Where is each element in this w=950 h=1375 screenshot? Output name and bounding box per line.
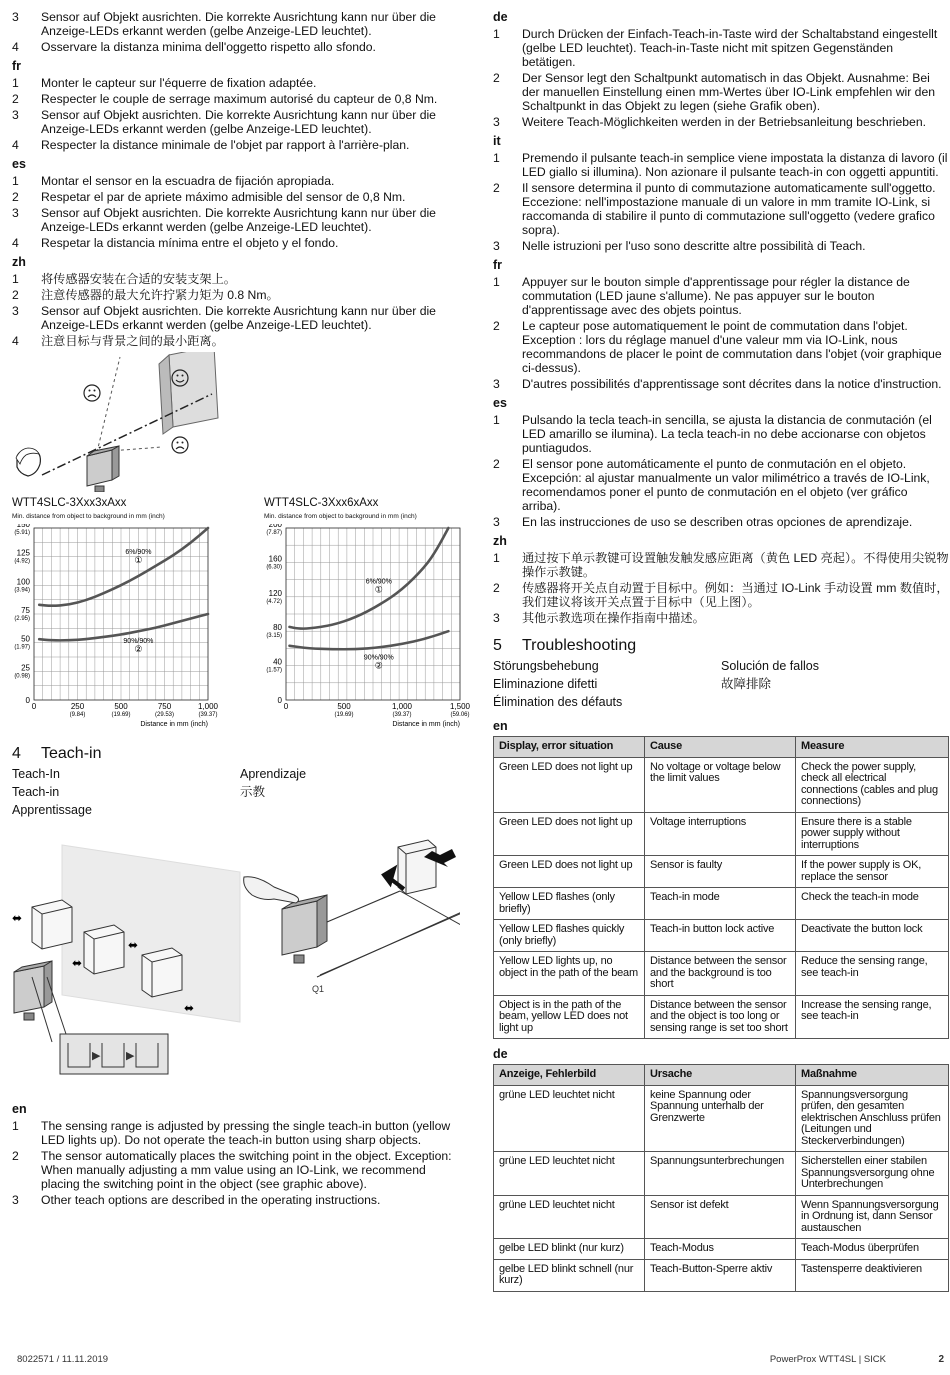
teach-translations: Teach-In Aprendizaje Teach-in 示教 Apprentissage <box>12 767 307 817</box>
table-cell: Spannungsunterbrechungen <box>645 1152 796 1196</box>
item-number: 2 <box>493 319 500 333</box>
svg-text:⬌: ⬌ <box>128 938 139 952</box>
list-item <box>12 206 460 234</box>
table-row <box>494 888 949 920</box>
list-item <box>493 581 949 609</box>
list-item <box>12 272 460 286</box>
table-cell: Teach-Modus überprüfen <box>796 1239 949 1260</box>
item-text: Pulsando la tecla teach-in sencilla, se ajusta la distancia de conmutación (el LED amarillo se ilumina). La tecla teach-in no debe accionarse con objetos puntiagudos. <box>522 413 932 455</box>
item-text: 注意目标与背景之间的最小距离。 <box>41 334 224 348</box>
led-sequence-box <box>60 1034 168 1074</box>
alignment-illustration <box>12 352 460 492</box>
table-cell: Voltage interruptions <box>645 812 796 856</box>
y-tick-label: 80 <box>273 623 282 633</box>
list-item <box>12 40 460 54</box>
table-header-row <box>494 1065 949 1086</box>
y-tick-label: 25 <box>21 663 30 673</box>
language-heading: es <box>493 396 507 410</box>
x-tick-sublabel: (9.84) <box>69 712 86 718</box>
left-column <box>12 10 471 1209</box>
item-number: 3 <box>12 10 19 24</box>
y-tick-sublabel: (1.97) <box>14 644 30 651</box>
fr-mounting-section <box>12 59 460 152</box>
item-text: Respetar la distancia mínima entre el objeto y el fondo. <box>41 236 339 250</box>
item-number: 1 <box>493 413 500 427</box>
table-row <box>494 1259 949 1291</box>
item-text: Monter le capteur sur l'équerre de fixation adaptée. <box>41 76 317 90</box>
troubleshooting-translations: Störungsbehebung Solución de fallos Eliminazione difetti 故障排除 Élimination des défauts <box>493 659 819 709</box>
item-number: 3 <box>12 108 19 122</box>
table-cell: Spannungsversorgung prüfen, den gesamten elektrischen Anschluss prüfen (Leitungen und Steckerverbindungen) <box>796 1085 949 1152</box>
y-tick-label: 0 <box>25 696 30 705</box>
list-item <box>12 236 460 250</box>
sad-face-icon <box>84 385 100 401</box>
table-cell: Wenn Spannungsversorgung in Ordnung ist, dann Sensor austauschen <box>796 1195 949 1239</box>
x-tick-label: 0 <box>283 702 289 711</box>
table-cell: gelbe LED blinkt (nur kurz) <box>494 1239 645 1260</box>
list-item <box>12 138 460 152</box>
table-cell: keine Spannung oder Spannung unterhalb der Grenzwerte <box>645 1085 796 1152</box>
table-row <box>494 995 949 1039</box>
table-cell: Distance between the sensor and the object is too long or sensing range is set too short <box>645 995 796 1039</box>
list-item <box>493 457 949 513</box>
teach-in-illustration <box>12 827 460 1097</box>
y-tick-sublabel: (2.95) <box>14 616 30 622</box>
item-number: 4 <box>12 236 19 250</box>
table-cell: Distance between the sensor and the background is too short <box>645 952 796 996</box>
item-text: Montar el sensor en la escuadra de fijación apropiada. <box>41 174 335 188</box>
list-item <box>12 1193 460 1207</box>
de-teach-section <box>493 10 949 129</box>
y-tick-label: 160 <box>268 554 282 564</box>
column-header: Display, error situation <box>494 737 645 758</box>
list-item <box>493 151 949 179</box>
list-item <box>12 76 460 90</box>
svg-text:▶: ▶ <box>126 1050 135 1062</box>
list-item <box>12 108 460 136</box>
item-number: 2 <box>493 581 500 595</box>
series-line-1 <box>39 528 208 606</box>
x-tick-label: 1,500 <box>449 702 471 711</box>
item-number: 2 <box>12 1149 19 1163</box>
section-5-title: 5 Troubleshooting <box>493 637 637 654</box>
item-text: Respecter le couple de serrage maximum autorisé du capteur de 0,8 Nm. <box>41 92 438 106</box>
item-text: Respetar el par de apriete máximo admisible del sensor de 0,8 Nm. <box>41 190 406 204</box>
item-text: Other teach options are described in the operating instructions. <box>41 1193 381 1207</box>
background-panel <box>169 352 218 427</box>
table-row <box>494 920 949 952</box>
x-tick-sublabel: (39.37) <box>392 712 412 718</box>
item-number: 3 <box>493 611 500 625</box>
table-cell: Sicherstellen einer stabilen Spannungsversorgung ohne Unterbrechungen <box>796 1152 949 1196</box>
y-tick-label: 100 <box>16 577 30 587</box>
table-cell: Teach-Modus <box>645 1239 796 1260</box>
troubleshooting-table-de <box>493 1064 949 1292</box>
x-tick-sublabel: (19.69) <box>111 712 131 718</box>
list-item <box>12 10 460 38</box>
table-row <box>494 1195 949 1239</box>
list-item <box>493 377 949 391</box>
item-number: 1 <box>12 76 19 90</box>
table-cell: Tastensperre deaktivieren <box>796 1259 949 1291</box>
item-text: Appuyer sur le bouton simple d'apprentissage pour régler la distance de commutation (LED jaune s'allume). Ne pas appuyer sur le bouton d'apprentissage avec des objets pointus. <box>522 275 910 317</box>
item-text: Durch Drücken der Einfach-Teach-in-Taste wird der Schaltabstand eingestellt (gelbe LED leuchtet). Teach-in-Taste nicht mit spitzen Gegenständen betätigen. <box>522 27 938 69</box>
item-text: Sensor auf Objekt ausrichten. Die korrekte Ausrichtung kann nur über die Anzeige-LEDs erkannt werden (gelbe Anzeige-LED leuchtet). <box>41 10 436 38</box>
list-item <box>493 275 949 317</box>
item-number: 3 <box>12 304 19 318</box>
de-continued-list <box>12 10 460 54</box>
y-tick-sublabel: (6.30) <box>266 564 282 571</box>
series-line-2 <box>289 631 448 649</box>
sad-face-icon <box>172 437 188 453</box>
item-number: 1 <box>493 27 500 41</box>
table-cell: Check the teach-in mode <box>796 888 949 920</box>
table-cell: Sensor ist defekt <box>645 1195 796 1239</box>
list-item <box>12 1149 460 1191</box>
item-number: 4 <box>12 138 19 152</box>
chart1-ylabel: Min. distance from object to background in mm (inch) <box>12 513 165 520</box>
x-tick-sublabel: (39.37) <box>198 712 218 718</box>
y-tick-label: 120 <box>268 588 282 598</box>
item-number: 1 <box>12 272 19 286</box>
language-heading: zh <box>493 534 507 548</box>
y-tick-sublabel: (3.15) <box>266 633 282 640</box>
table-cell: Teach-in button lock active <box>645 920 796 952</box>
item-number: 2 <box>12 288 19 302</box>
svg-text:⬌: ⬌ <box>72 956 83 970</box>
item-text: The sensing range is adjusted by pressing the single teach-in button (yellow LED lights up). Do not operate the teach-in button using sharp objects. <box>41 1119 451 1147</box>
column-header: Maßnahme <box>796 1065 949 1086</box>
list-item <box>493 515 949 529</box>
column-header: Anzeige, Fehlerbild <box>494 1065 645 1086</box>
list-item <box>493 319 949 375</box>
y-tick-sublabel: (4.92) <box>14 558 30 565</box>
language-heading: fr <box>12 59 22 73</box>
table-cell: Yellow LED flashes quickly (only briefly) <box>494 920 645 952</box>
series-marker: ① <box>374 584 383 595</box>
item-text: En las instrucciones de uso se describen otras opciones de aprendizaje. <box>522 515 913 529</box>
list-item <box>493 239 949 253</box>
item-number: 3 <box>493 377 500 391</box>
list-item <box>493 551 949 579</box>
item-number: 4 <box>12 40 19 54</box>
x-tick-sublabel: (59.06) <box>450 712 470 718</box>
table-header-row <box>494 737 949 758</box>
table-row <box>494 812 949 856</box>
table-cell: grüne LED leuchtet nicht <box>494 1195 645 1239</box>
list-item <box>12 288 460 302</box>
table-cell: gelbe LED blinkt schnell (nur kurz) <box>494 1259 645 1291</box>
x-tick-sublabel: (19.69) <box>334 712 354 718</box>
sensor-small <box>14 966 44 1013</box>
table-cell: Green LED does not light up <box>494 757 645 812</box>
table-cell: Increase the sensing range, see teach-in <box>796 995 949 1039</box>
table-row <box>494 952 949 996</box>
chart2-title: WTT4SLC-3Xxx6xAxx <box>264 497 379 509</box>
svg-text:⬌: ⬌ <box>184 1001 195 1015</box>
item-text: Osservare la distanza minima dell'oggetto rispetto allo sfondo. <box>41 40 376 54</box>
column-header: Ursache <box>645 1065 796 1086</box>
y-tick-label: 40 <box>273 657 282 667</box>
footer-doc-id: 8022571 / 11.11.2019 <box>17 1354 109 1365</box>
item-number: 4 <box>12 334 19 348</box>
item-text: El sensor pone automáticamente el punto de conmutación en el objeto. Excepción: al ajustar manualmente un valor milimétrico a través de IO-Link, recomendamos poner el punto de conmutación en el objeto (ver gráfico arriba). <box>522 457 930 513</box>
list-item <box>12 92 460 106</box>
right-column <box>493 10 949 1292</box>
item-text: Sensor auf Objekt ausrichten. Die korrekte Ausrichtung kann nur über die Anzeige-LEDs erkannt werden (gelbe Anzeige-LED leuchtet). <box>41 304 436 332</box>
table-cell: Check the power supply, check all electrical connections (cables and plug connections) <box>796 757 949 812</box>
chart1-title: WTT4SLC-3Xxx3xAxx <box>12 497 127 509</box>
zh-mounting-section <box>12 255 460 348</box>
item-text: Sensor auf Objekt ausrichten. Die korrekte Ausrichtung kann nur über die Anzeige-LEDs erkannt werden (gelbe Anzeige-LED leuchtet). <box>41 108 436 136</box>
series-label: 90%/90% <box>123 638 154 646</box>
table-cell: Sensor is faulty <box>645 856 796 888</box>
language-heading: zh <box>12 255 26 269</box>
item-text: Il sensore determina il punto di commutazione automaticamente sull'oggetto. Eccezione: nell'impostazione manuale di un valore in mm tramite IO-Link, si raccomanda di stabilire il punto di commutazione sull'oggetto (vedere grafico sopra). <box>522 181 936 237</box>
list-item <box>493 71 949 113</box>
item-text: Respecter la distance minimale de l'objet par rapport à l'arrière-plan. <box>41 138 410 152</box>
series-marker: ① <box>134 555 143 566</box>
table-cell: Green LED does not light up <box>494 812 645 856</box>
x-tick-label: 0 <box>31 702 37 711</box>
finger-hand-icon <box>244 877 299 903</box>
list-item <box>12 334 460 348</box>
table-cell: Deactivate the button lock <box>796 920 949 952</box>
item-text: The sensor automatically places the switching point in the object. Exception: When manually adjusting a mm value using an IO-Link, we recommend placing the switching point in the object (see graphic above). <box>41 1149 452 1191</box>
item-text: 将传感器安装在合适的安装支架上。 <box>41 272 236 286</box>
x-tick-label: 1,000 <box>391 702 413 711</box>
item-text: Weitere Teach-Möglichkeiten werden in der Betriebsanleitung beschrieben. <box>522 115 927 129</box>
item-number: 1 <box>12 1119 19 1133</box>
chart2-plot <box>264 524 474 734</box>
table-row <box>494 1152 949 1196</box>
language-heading: en <box>12 1102 27 1116</box>
language-heading: fr <box>493 258 503 272</box>
svg-text:⬌: ⬌ <box>12 911 23 925</box>
item-text: Sensor auf Objekt ausrichten. Die korrekte Ausrichtung kann nur über die Anzeige-LEDs erkannt werden (gelbe Anzeige-LED leuchtet). <box>41 206 436 234</box>
chart-grid <box>34 528 208 700</box>
series-label: 6%/90% <box>125 549 152 557</box>
footer-product: PowerProx WTT4SL | SICK <box>769 1354 886 1365</box>
y-tick-label: 200 <box>268 524 282 529</box>
table-cell: grüne LED leuchtet nicht <box>494 1085 645 1152</box>
table-cell: Object is in the path of the beam, yellow LED does not light up <box>494 995 645 1039</box>
item-number: 1 <box>493 275 500 289</box>
item-number: 2 <box>493 181 500 195</box>
x-tick-label: 500 <box>337 702 351 711</box>
item-text: Le capteur pose automatiquement le point de commutation dans l'objet. Exception : lors du réglage manuel d'une valeur mm via IO-Link, nous recommandons de placer le point de commutation dans l'objet (voir graphique ci-dessus). <box>522 319 942 375</box>
y-tick-sublabel: (5.91) <box>14 530 30 536</box>
item-text: 其他示教选项在操作指南中描述。 <box>522 611 705 625</box>
x-tick-label: 750 <box>157 702 172 711</box>
table-row <box>494 757 949 812</box>
y-tick-sublabel: (0.98) <box>14 673 30 680</box>
item-number: 3 <box>12 1193 19 1207</box>
list-item <box>493 413 949 455</box>
item-text: Nelle istruzioni per l'uso sono descritte altre possibilità di Teach. <box>522 239 866 253</box>
list-item <box>493 115 949 129</box>
sensor-large <box>282 901 317 955</box>
zh-teach-section <box>493 534 949 625</box>
list-item <box>493 27 949 69</box>
list-item <box>12 174 460 188</box>
table-cell: No voltage or voltage below the limit values <box>645 757 796 812</box>
table-cell: Teach-in mode <box>645 888 796 920</box>
svg-text:▶: ▶ <box>92 1050 101 1062</box>
table-cell: grüne LED leuchtet nicht <box>494 1152 645 1196</box>
language-heading: de <box>493 10 508 24</box>
es-teach-section <box>493 396 949 529</box>
en-teach-section <box>12 1102 460 1207</box>
y-tick-sublabel: (1.57) <box>266 667 282 674</box>
table-en-lang: en <box>493 719 508 733</box>
item-text: 通过按下单示教键可设置触发触发感应距离（黄色 LED 亮起）。不得使用尖锐物操作示教键。 <box>522 551 949 579</box>
es-mounting-section <box>12 157 460 250</box>
table-row <box>494 1085 949 1152</box>
series-marker: ② <box>134 644 143 655</box>
list-item <box>12 1119 460 1147</box>
list-item <box>12 304 460 332</box>
item-number: 1 <box>493 551 500 565</box>
table-cell: Reduce the sensing range, see teach-in <box>796 952 949 996</box>
x-tick-label: 1,000 <box>197 702 219 711</box>
table-cell: Ensure there is a stable power supply without interruptions <box>796 812 949 856</box>
chart2-ylabel: Min. distance from object to background in mm (inch) <box>264 513 417 520</box>
y-tick-sublabel: (3.94) <box>14 587 30 594</box>
it-teach-section <box>493 134 949 253</box>
table-de-lang: de <box>493 1047 508 1061</box>
item-number: 3 <box>493 115 500 129</box>
language-heading: es <box>12 157 26 171</box>
item-text: 传感器将开关点自动置于目标中。例如：当通过 IO-Link 手动设置 mm 数值时，我们建议将该开关点置于目标中（见上图）。 <box>522 581 949 609</box>
y-tick-label: 75 <box>21 606 30 615</box>
language-heading: it <box>493 134 501 148</box>
section-4-title: 4 Teach-in <box>12 745 102 762</box>
column-header: Measure <box>796 737 949 758</box>
footer-page-number: 2 <box>938 1354 944 1365</box>
table-cell: Green LED does not light up <box>494 856 645 888</box>
item-number: 2 <box>493 71 500 85</box>
series-marker: ② <box>374 660 383 671</box>
x-tick-sublabel: (29.53) <box>154 712 175 718</box>
y-tick-label: 150 <box>16 524 30 529</box>
table-row <box>494 1239 949 1260</box>
series-label: 6%/90% <box>365 578 392 586</box>
item-number: 1 <box>493 151 500 165</box>
item-number: 2 <box>12 92 19 106</box>
y-tick-sublabel: (7.87) <box>266 530 282 536</box>
list-item <box>12 190 460 204</box>
troubleshooting-table-en <box>493 736 949 1039</box>
list-item <box>493 181 949 237</box>
item-number: 3 <box>493 515 500 529</box>
item-number: 3 <box>493 239 500 253</box>
column-header: Cause <box>645 737 796 758</box>
x-axis-label: Distance in mm (inch) <box>392 721 460 728</box>
x-tick-label: 250 <box>70 702 85 711</box>
q1-label: Q1 <box>312 984 325 994</box>
item-text: Der Sensor legt den Schaltpunkt automatisch in das Objekt. Ausnahme: Bei der manuellen Einstellung einen mm-Wertes über IO-Link empfehlen wir den Schaltpunkt in das Objekt zu legen (siehe Grafik oben). <box>522 71 936 113</box>
y-tick-sublabel: (4.72) <box>266 598 282 605</box>
table-row <box>494 856 949 888</box>
x-tick-label: 500 <box>114 702 128 711</box>
y-tick-label: 50 <box>21 634 30 644</box>
item-number: 2 <box>12 190 19 204</box>
chart1-plot <box>12 524 264 734</box>
table-cell: If the power supply is OK, replace the sensor <box>796 856 949 888</box>
y-tick-label: 125 <box>16 548 30 558</box>
table-cell: Yellow LED flashes (only briefly) <box>494 888 645 920</box>
fr-teach-section <box>493 258 949 391</box>
list-item <box>493 611 949 625</box>
item-text: Premendo il pulsante teach-in semplice viene impostata la distanza di lavoro (il LED giallo si illumina). Non azionare il pulsante teach-in con oggetti appuntiti. <box>522 151 948 179</box>
item-text: D'autres possibilités d'apprentissage sont décrites dans la notice d'instruction. <box>522 377 942 391</box>
item-number: 3 <box>12 206 19 220</box>
x-axis-label: Distance in mm (inch) <box>140 721 208 728</box>
item-text: 注意传感器的最大允许拧紧力矩为 0.8 Nm。 <box>41 288 279 302</box>
series-label: 90%/90% <box>363 654 394 662</box>
item-number: 1 <box>12 174 19 188</box>
y-tick-label: 0 <box>277 696 282 705</box>
series-line-2 <box>39 614 208 640</box>
table-cell: Yellow LED lights up, no object in the path of the beam <box>494 952 645 996</box>
table-cell: Teach-Button-Sperre aktiv <box>645 1259 796 1291</box>
item-number: 2 <box>493 457 500 471</box>
